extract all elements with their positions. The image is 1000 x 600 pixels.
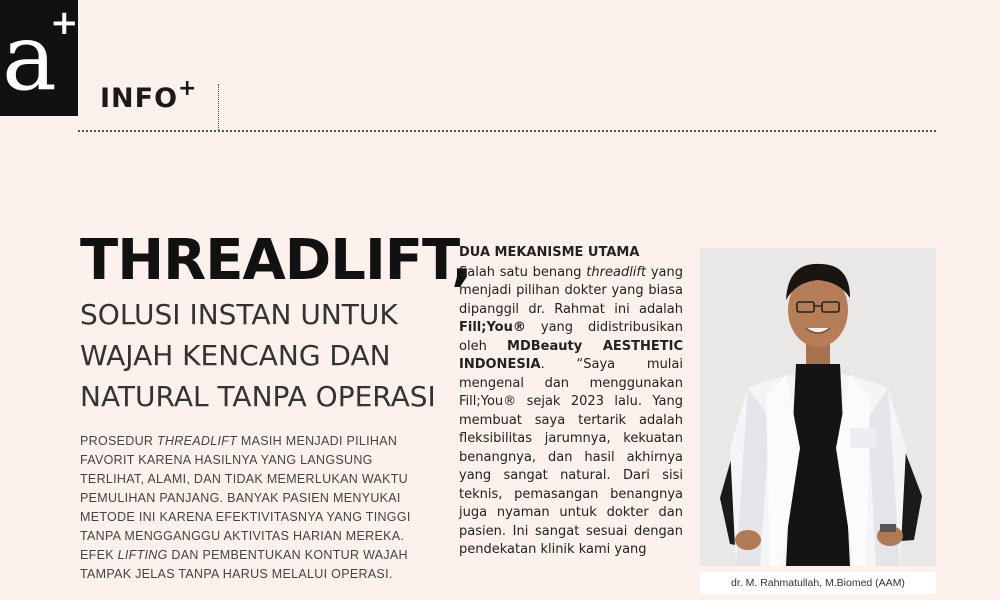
column-text-1: Salah satu benang bbox=[459, 264, 587, 280]
column-body bbox=[459, 264, 683, 560]
doctor-photo bbox=[700, 248, 936, 566]
magazine-logo bbox=[0, 0, 78, 116]
title-comma: , bbox=[451, 228, 472, 293]
intro-text-3: DAN PEMBENTUKAN KONTUR WAJAH TAMPAK JELAS TANPA HARUS MELALUI OPERASI. bbox=[80, 548, 408, 581]
article-title bbox=[80, 226, 472, 296]
logo-letter: a bbox=[2, 4, 53, 111]
vertical-divider bbox=[218, 84, 219, 130]
logo-plus-icon: + bbox=[50, 3, 79, 43]
title-text: THREADLIFT bbox=[80, 228, 452, 293]
column-heading: DUA MEKANISME UTAMA bbox=[459, 245, 640, 260]
article-column bbox=[459, 244, 683, 560]
column-italic-1: threadlift bbox=[586, 264, 647, 280]
subtitle-line-3: NATURAL TANPA OPERASI bbox=[80, 380, 436, 413]
section-label: INFO bbox=[100, 83, 179, 114]
section-plus-icon: + bbox=[178, 76, 197, 101]
dotted-divider bbox=[78, 130, 936, 132]
column-bold-2: MDBeauty AESTHETIC INDONESIA bbox=[459, 338, 683, 372]
column-text-2: yang menjadi pilihan dokter yang biasa dipanggil dr. Rahmat ini adalah bbox=[459, 264, 683, 317]
intro-text-1: PROSEDUR bbox=[80, 434, 158, 448]
intro-paragraph bbox=[80, 432, 440, 584]
intro-text-2: MASIH MENJADI PILIHAN FAVORIT KARENA HASILNYA YANG LANGSUNG TERLIHAT, ALAMI, DAN TIDAK MEMERLUKAN WAKTU PEMULIHAN PANJANG. BANYAK PASIEN MENYUKAI METODE INI KARENA EFEKTIVITASNYA YANG TINGGI TANPA MENGGANGGU AKTIVITAS HARIAN MEREKA. EFEK bbox=[80, 434, 411, 562]
intro-italic-2: LIFTING bbox=[117, 548, 168, 562]
intro-italic-1: THREADLIFT bbox=[157, 434, 238, 448]
photo-caption: dr. M. Rahmatullah, M.Biomed (AAM) bbox=[700, 572, 936, 594]
subtitle-line-2: WAJAH KENCANG DAN bbox=[80, 339, 391, 372]
doctor-portrait-illustration bbox=[700, 248, 936, 566]
subtitle-line-1: SOLUSI INSTAN UNTUK bbox=[80, 298, 398, 331]
column-text-3: yang didistribusikan oleh bbox=[459, 320, 683, 354]
column-bold-1: Fill;You® bbox=[459, 320, 526, 335]
column-text-4: . “Saya mulai mengenal dan menggunakan Fill;You® sejak 2023 lalu. Yang membuat saya tertarik adalah fleksibilitas jarumnya, kekuatan benangnya, dan hasil akhirnya yang sangat natural. Dari sisi teknis, pemasangan benangnya juga nyaman untuk dokter dan pasien. Ini sangat sesuai dengan pendekatan klinik kami yang bbox=[459, 357, 683, 557]
